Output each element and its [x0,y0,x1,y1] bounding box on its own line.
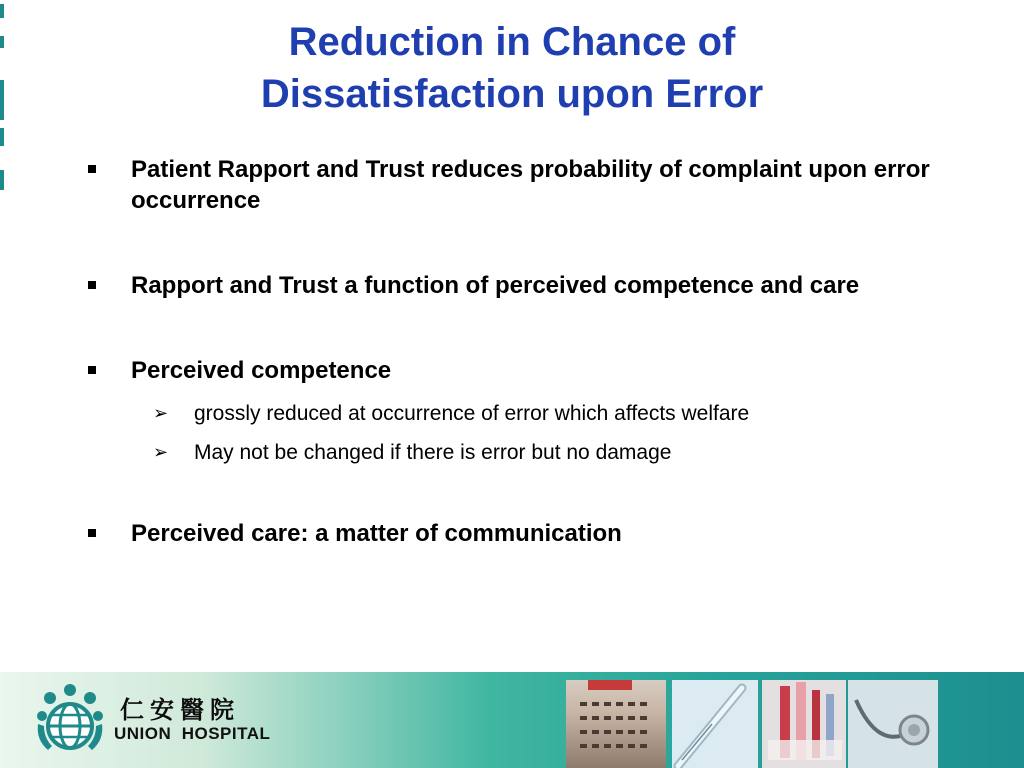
spacer [88,216,948,270]
bullet-text: Patient Rapport and Trust reduces probability of complaint upon error occurrence [131,156,930,214]
sub-bullet-item [131,394,948,433]
logo-english-name: UNION HOSPITAL [114,724,271,743]
bullet-list [88,154,948,549]
sub-bullet-text: May not be changed if there is error but no damage [194,441,672,464]
slide-title [0,16,1024,120]
slide-title-line-1: Reduction in Chance of [288,20,736,64]
square-bullet-icon [88,165,96,173]
spacer [88,472,948,518]
hospital-building-photo [566,680,666,768]
bullet-text: Perceived competence [131,357,392,384]
bullet-item-perceived-competence [88,355,948,472]
bullet-text: Rapport and Trust a function of perceived competence and care [131,272,860,299]
arrowhead-bullet-icon: ➢ [153,442,169,462]
logo-chinese-name: 仁安醫院 [120,696,240,724]
bullet-item-rapport-trust-complaint [88,154,948,216]
spacer [88,301,948,355]
bullet-text: Perceived care: a matter of communication [131,520,622,547]
sub-bullet-item [131,433,948,472]
slide-title-line-2: Dissatisfaction upon Error [260,72,764,116]
square-bullet-icon [88,281,96,289]
thermometer-photo [672,680,758,768]
union-hospital-emblem-icon [34,680,106,760]
sub-bullet-text: grossly reduced at occurrence of error which affects welfare [194,402,750,425]
lab-tubes-photo [762,680,846,768]
footer-banner [0,672,1024,768]
bullet-item-rapport-trust-function [88,270,948,301]
sub-bullet-list [131,394,948,472]
bullet-item-perceived-care [88,518,948,549]
stethoscope-photo [848,680,938,768]
square-bullet-icon [88,366,96,374]
hospital-logo [34,680,274,760]
square-bullet-icon [88,529,96,537]
arrowhead-bullet-icon: ➢ [153,403,169,423]
